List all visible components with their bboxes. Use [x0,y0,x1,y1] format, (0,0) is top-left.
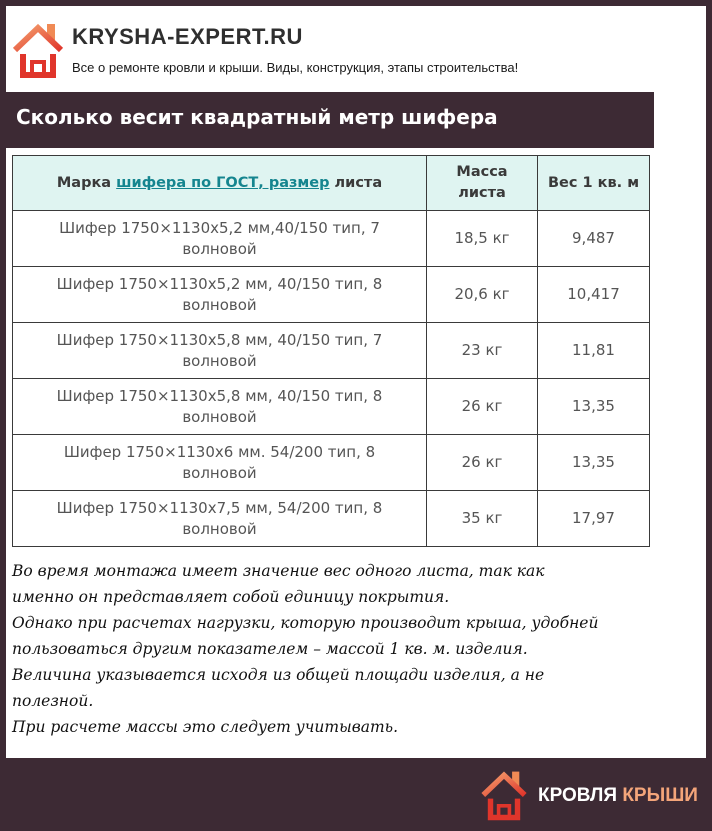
site-tagline: Все о ремонте кровли и крыши. Виды, конструкция, этапы строительства! [72,60,519,75]
title-band [6,92,654,148]
house-roof-icon[interactable] [12,20,64,80]
header-brand-prefix: Марка [56,174,117,191]
note-line: Величина указывается исходя из общей площади изделия, а не [12,666,545,684]
note-paragraph [12,558,662,740]
row-weight: 13,35 [538,435,650,491]
table-row [13,491,650,547]
note-line: При расчете массы это следует учитывать. [12,718,399,736]
row-mass: 26 кг [427,435,538,491]
table-row [13,267,650,323]
row-name [13,435,427,491]
row-mass: 20,6 кг [427,267,538,323]
header-weight-per-sqm: Вес 1 кв. м [538,156,650,211]
header-sheet-mass [427,156,538,211]
row-name-line1: Шифер 1750×1130х7,5 мм, 54/200 тип, 8 [56,498,383,517]
site-name[interactable]: KRYSHA-EXPERT.RU [72,24,303,49]
header-brand [13,156,427,211]
footer-word-1: КРОВЛЯ [538,785,618,806]
row-name-line1: Шифер 1750×1130х5,8 мм, 40/150 тип, 8 [56,386,383,405]
row-name [13,491,427,547]
footer-brand-text [538,785,698,807]
row-name-line2: волновой [182,351,257,370]
row-weight: 9,487 [538,211,650,267]
row-name-line2: волновой [182,239,257,258]
page-title: Сколько весит квадратный метр шифера [16,105,498,129]
note-line: именно он представляет собой единицу покрытия. [12,588,450,606]
header-brand-suffix: листа [329,174,383,191]
row-name-line1: Шифер 1750×1130х6 мм. 54/200 тип, 8 [63,442,376,461]
row-name-line2: волновой [182,519,257,538]
table-row [13,211,650,267]
row-name-line2: волновой [182,295,257,314]
slate-weight-table [12,155,650,547]
row-name [13,379,427,435]
row-name-line1: Шифер 1750×1130х5,2 мм,40/150 тип, 7 [59,218,380,237]
row-name-line1: Шифер 1750×1130х5,8 мм, 40/150 тип, 7 [56,330,383,349]
note-line: пользоваться другим показателем – массой 1 кв. м. изделия. [12,640,528,658]
header-mass-line1: Масса [456,164,508,180]
table-header-row [13,156,650,211]
row-name [13,267,427,323]
note-line: Во время монтажа имеет значение вес одного листа, так как [12,562,545,580]
note-line: Однако при расчетах нагрузки, которую производит крыша, удобней [12,614,599,632]
table-row [13,435,650,491]
footer-word-2: КРЫШИ [622,785,698,806]
header-mass-line2: листа [458,185,506,201]
footer-logo[interactable] [480,766,708,826]
row-mass: 18,5 кг [427,211,538,267]
gost-link[interactable]: шифера по ГОСТ, размер [116,174,330,191]
row-mass: 26 кг [427,379,538,435]
row-name [13,211,427,267]
site-header [6,6,706,92]
article-card [6,6,706,758]
row-weight: 11,81 [538,323,650,379]
row-name-line2: волновой [182,463,257,482]
table-row [13,379,650,435]
row-name-line2: волновой [182,407,257,426]
house-roof-icon [480,768,528,822]
row-mass: 35 кг [427,491,538,547]
table-row [13,323,650,379]
row-weight: 17,97 [538,491,650,547]
row-name [13,323,427,379]
row-weight: 13,35 [538,379,650,435]
note-line: полезной. [12,692,94,710]
row-name-line1: Шифер 1750×1130х5,2 мм, 40/150 тип, 8 [56,274,383,293]
row-mass: 23 кг [427,323,538,379]
row-weight: 10,417 [538,267,650,323]
